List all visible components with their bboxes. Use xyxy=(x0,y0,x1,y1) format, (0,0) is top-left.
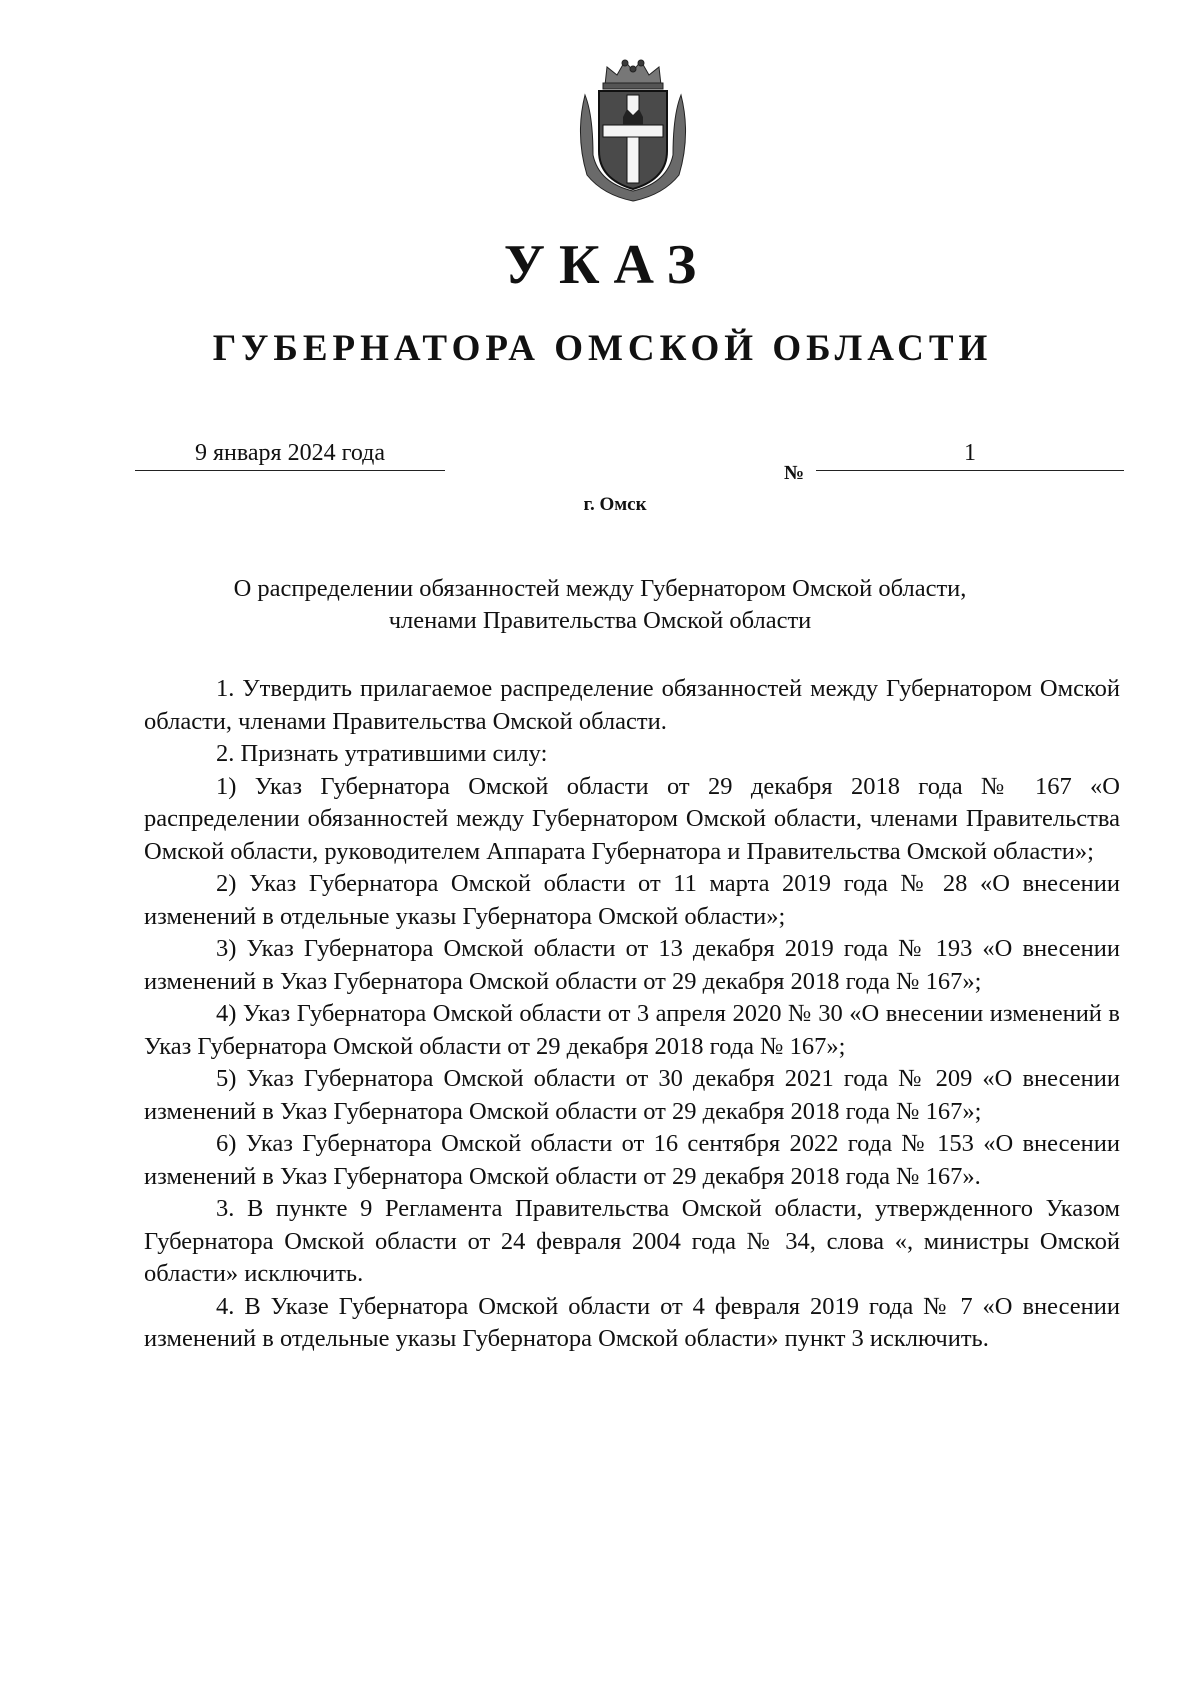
paragraph: 2. Признать утратившими силу: xyxy=(216,740,548,767)
decree-authority: ГУБЕРНАТОРА ОМСКОЙ ОБЛАСТИ xyxy=(212,328,993,369)
paragraph: 5) Указ Губернатора Омской области от 30 декабря 2021 года № 209 «О внесении изменений в Указ Губернатора Омской области от 29 декабря 2018 года № 167»; xyxy=(144,1065,1120,1125)
paragraph: 6) Указ Губернатора Омской области от 16 сентября 2022 года № 153 «О внесении изменений в Указ Губернатора Омской области от 29 декабря 2018 года № 167». xyxy=(144,1130,1120,1190)
subject-line: членами Правительства Омской области xyxy=(388,607,812,634)
decree-date: 9 января 2024 года xyxy=(135,440,445,471)
subject-line: О распределении обязанностей между Губернатором Омской области, xyxy=(233,575,967,602)
decree-title: УКАЗ xyxy=(503,234,711,296)
omsk-coat-of-arms-icon xyxy=(573,55,693,205)
paragraph: 2) Указ Губернатора Омской области от 11 марта 2019 года № 28 «О внесении изменений в отдельные указы Губернатора Омской области»; xyxy=(144,870,1120,930)
city: г. Омск xyxy=(583,494,647,515)
paragraph: 4) Указ Губернатора Омской области от 3 апреля 2020 № 30 «О внесении изменений в Указ Губернатора Омской области от 29 декабря 2018 года № 167»; xyxy=(144,1000,1120,1060)
paragraph: 3. В пункте 9 Регламента Правительства Омской области, утвержденного Указом Губернатора Омской области от 24 февраля 2004 года № 34, слова «, министры Омской области» исключить. xyxy=(144,1195,1120,1287)
number-label: № xyxy=(784,462,805,484)
decree-subject xyxy=(140,573,1060,637)
paragraph: 4. В Указе Губернатора Омской области от 4 февраля 2019 года № 7 «О внесении изменений в отдельные указы Губернатора Омской области» пункт 3 исключить. xyxy=(144,1292,1120,1352)
paragraph: 3) Указ Губернатора Омской области от 13 декабря 2019 года № 193 «О внесении изменений в Указ Губернатора Омской области от 29 декабря 2018 года № 167»; xyxy=(144,935,1120,995)
decree-number: 1 xyxy=(816,440,1124,471)
decree-body xyxy=(144,673,1120,1356)
paragraph: 1. Утвердить прилагаемое распределение обязанностей между Губернатором Омской области, членами Правительства Омской области. xyxy=(144,675,1120,735)
paragraph: 1) Указ Губернатора Омской области от 29 декабря 2018 года № 167 «О распределении обязанностей между Губернатором Омской области, членами Правительства Омской области, руководителем Аппарата Губернатора и Правительства Омской области»; xyxy=(144,772,1120,865)
